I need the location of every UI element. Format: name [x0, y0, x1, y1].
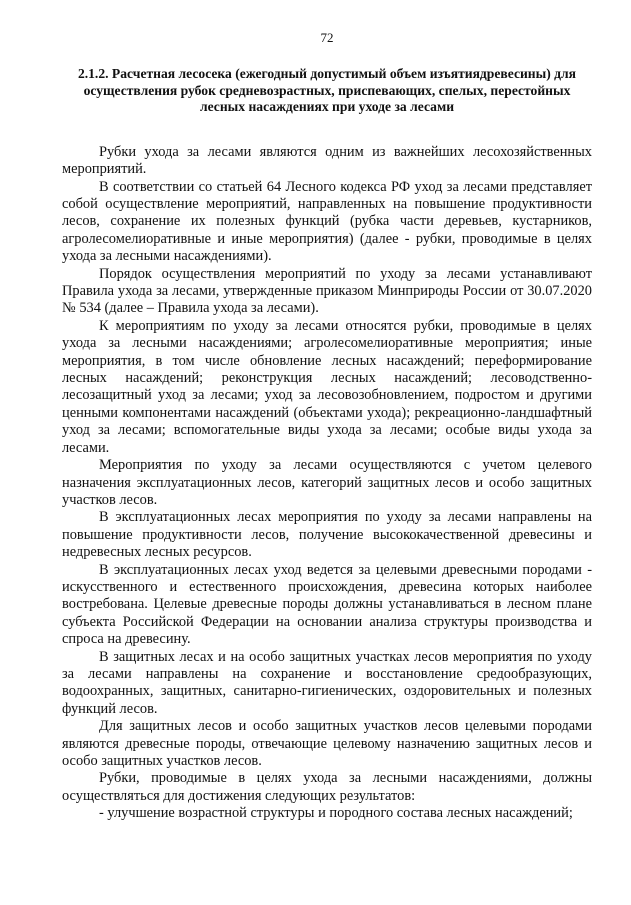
paragraph: Порядок осуществления мероприятий по уходу за лесами устанавливают Правила ухода за лесами, утвержденные приказом Минприроды России от 30.07.2020 № 534 (далее – Правила ухода за лесами). — [62, 265, 592, 317]
paragraph: Мероприятия по уходу за лесами осуществляются с учетом целевого назначения эксплуатационных лесов, категорий защитных лесов и особо защитных участков лесов. — [62, 457, 592, 508]
paragraph: В эксплуатационных лесах мероприятия по уходу за лесами направлены на повышение продуктивности лесов, получение высококачественной древесины и недревесных лесных ресурсов. — [62, 509, 592, 561]
list-item: - улучшение возрастной структуры и породного состава лесных насаждений; — [99, 805, 573, 822]
page-number: 72 — [320, 30, 334, 45]
section-title: 2.1.2. Расчетная лесосека (ежегодный допустимый объем изъятиядревесины) для осуществления рубок средневозрастных, приспевающих, спелых, перестойных лесных насаждениях при уходе за лесами — [77, 66, 577, 115]
paragraph: Рубки ухода за лесами являются одним из важнейших лесохозяйственных мероприятий. — [62, 143, 592, 178]
paragraph: Для защитных лесов и особо защитных участков лесов целевыми породами являются древесные породы, отвечающие целевому назначению защитных лесов и особо защитных участков лесов. — [62, 718, 592, 769]
paragraph: В соответствии со статьей 64 Лесного кодекса РФ уход за лесами представляет собой осуществление мероприятий, направленных на повышение продуктивности лесов, сохранение их полезных функций (рубка части деревьев, кустарников, агролесомелиоративные и иные мероприятия) (далее - рубки, проводимые в целях ухода за лесными насаждениями). — [62, 178, 592, 265]
paragraph: Рубки, проводимые в целях ухода за лесными насаждениями, должны осуществляться для достижения следующих результатов: — [62, 770, 592, 804]
paragraph: К мероприятиям по уходу за лесами относятся рубки, проводимые в целях ухода за лесными насаждениями; агролесомелиоративные мероприятия; иные мероприятия, в том числе обновление лесных насаждений; переформирование лесных насаждений; реконструкция лесных насаждений; лесоводственно-лесозащитный уход за лесами; уход за лесовозобновлением, подростом и другими ценными компонентами насаждений (объектами ухода); рекреационно-ландшафтный уход за лесами; вспомогательные виды ухода за лесами; особые виды ухода за лесами. — [62, 317, 592, 456]
paragraph: В защитных лесах и на особо защитных участках лесов мероприятия по уходу за лесами направлены на сохранение и восстановление средообразующих, водоохранных, защитных, санитарно-гигиенических, оздоровительных и полезных функций лесов. — [62, 648, 592, 717]
paragraph: В эксплуатационных лесах уход ведется за целевыми древесными породами - искусственного и естественного происхождения, древесина которых наиболее востребована. Целевые древесные породы должны устанавливаться в лесном плане субъекта Российской Федерации на основании анализа структуры производства и спроса на древесину. — [62, 561, 592, 648]
document-page — [62, 30, 592, 823]
